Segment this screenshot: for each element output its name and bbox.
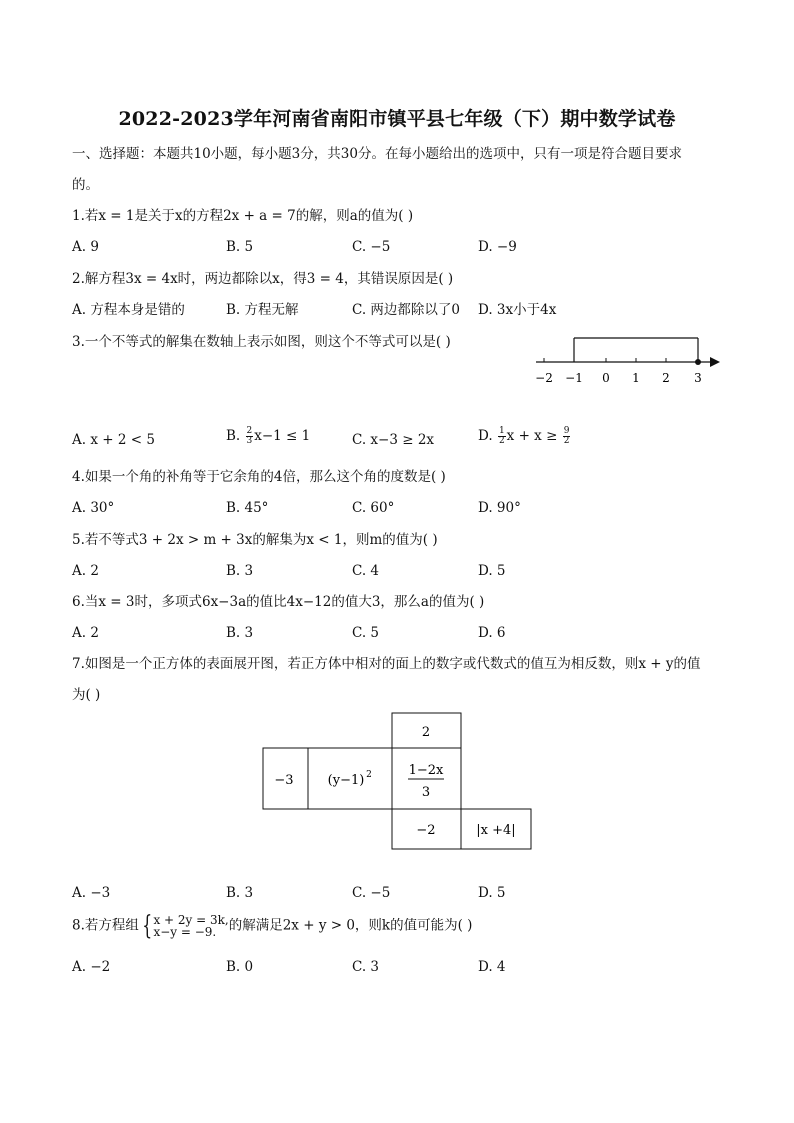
q5-option-c: C. 4 [352,563,380,579]
q5-option-d: D. 5 [478,563,506,579]
section-heading-line-2: 的。 [72,177,99,193]
net-left-value: −3 [274,773,294,788]
question-7-stem: 7.如图是一个正方体的表面展开图，若正方体中相对的面上的数字或代数式的值互为相反数，则x + y的值 [72,656,701,672]
q6-option-d: D. 6 [478,625,506,641]
q6-option-a: A. 2 [72,625,99,641]
net-mid-exponent: 2 [366,770,372,780]
q7-option-b: B. 3 [226,885,254,901]
q8-option-d: D. 4 [478,959,506,975]
question-4-stem: 4.如果一个角的补角等于它余角的4倍，那么这个角的度数是( ) [72,469,446,485]
q7-option-c: C. −5 [352,885,391,901]
question-3-stem: 3.一个不等式的解集在数轴上表示如图，则这个不等式可以是( ) [72,334,451,350]
net-frac-denominator: 3 [421,785,431,800]
net-bottom-value: −2 [416,823,436,838]
net-mid-value: (y−1) [327,773,365,788]
system-brace: { [142,911,153,941]
q6-option-b: B. 3 [226,625,254,641]
q7-option-a: A. −3 [72,885,111,901]
question-6-stem: 6.当x = 3时，多项式6x−3a的值比4x−12的值大3，那么a的值为( ) [72,594,485,610]
question-8-stem: 8.若方程组 { x + 2y = 3k, x−y = −9. 的解满足2x + y > 0，则k的值可能为( ) [72,911,473,941]
q2-option-d: D. 3x小于4x [478,302,557,318]
q4-option-a: A. 30° [72,500,115,516]
cube-net-figure [262,712,534,852]
question-1-stem: 1.若x = 1是关于x的方程2x + a = 7的解，则a的值为( ) [72,208,414,224]
tick-label: 1 [632,371,640,385]
q5-option-a: A. 2 [72,563,99,579]
q3-option-b: B. $\frac{2}{3}$ x−1 ≤ 1 [226,426,311,446]
fraction-nine-halves: $\frac{9}{2}$ [563,426,570,446]
q2-option-c: C. 两边都除以了0 [352,302,461,318]
q2-option-a: A. 方程本身是错的 [72,302,185,318]
tick-label: −1 [565,371,583,385]
fraction-two-thirds: $\frac{2}{3}$ [246,426,253,446]
q4-option-c: C. 60° [352,500,395,516]
q3-option-a: A. x + 2 < 5 [72,432,155,448]
closed-endpoint-dot [695,359,701,365]
q1-option-b: B. 5 [226,239,254,255]
q6-option-c: C. 5 [352,625,380,641]
fraction-one-half: $\frac{1}{2}$ [498,426,505,446]
number-line-figure [530,330,730,392]
q1-option-c: C. −5 [352,239,391,255]
net-abs-value: |x +4| [476,823,516,838]
question-5-stem: 5.若不等式3 + 2x > m + 3x的解集为x < 1，则m的值为( ) [72,532,438,548]
q8-option-b: B. 0 [226,959,254,975]
q1-option-d: D. −9 [478,239,517,255]
tick-label: 3 [694,371,702,385]
q8-option-a: A. −2 [72,959,111,975]
q4-option-b: B. 45° [226,500,269,516]
q3-option-d: D. $\frac{1}{2}$ x + x ≥ $\frac{9}{2}$ [478,426,570,446]
net-top-value: 2 [421,725,431,740]
question-2-stem: 2.解方程3x = 4x时，两边都除以x，得3 = 4，其错误原因是( ) [72,271,454,287]
q5-option-b: B. 3 [226,563,254,579]
q7-option-d: D. 5 [478,885,506,901]
equation-system: x + 2y = 3k, x−y = −9. [153,913,229,939]
net-frac-numerator: 1−2x [408,763,444,778]
q2-option-b: B. 方程无解 [226,302,299,318]
tick-label: −2 [535,371,553,385]
question-7-stem-cont: 为( ) [72,687,101,703]
number-line-arrow [710,357,720,367]
page-title: 2022-2023学年河南省南阳市镇平县七年级（下）期中数学试卷 [118,108,676,130]
q1-option-a: A. 9 [72,239,99,255]
tick-label: 0 [602,371,610,385]
q8-option-c: C. 3 [352,959,380,975]
q4-option-d: D. 90° [478,500,521,516]
q3-option-c: C. x−3 ≥ 2x [352,432,435,448]
section-heading-line-1: 一、选择题：本题共10小题，每小题3分，共30分。在每小题给出的选项中，只有一项是符合题目要求 [72,146,682,162]
tick-label: 2 [662,371,670,385]
